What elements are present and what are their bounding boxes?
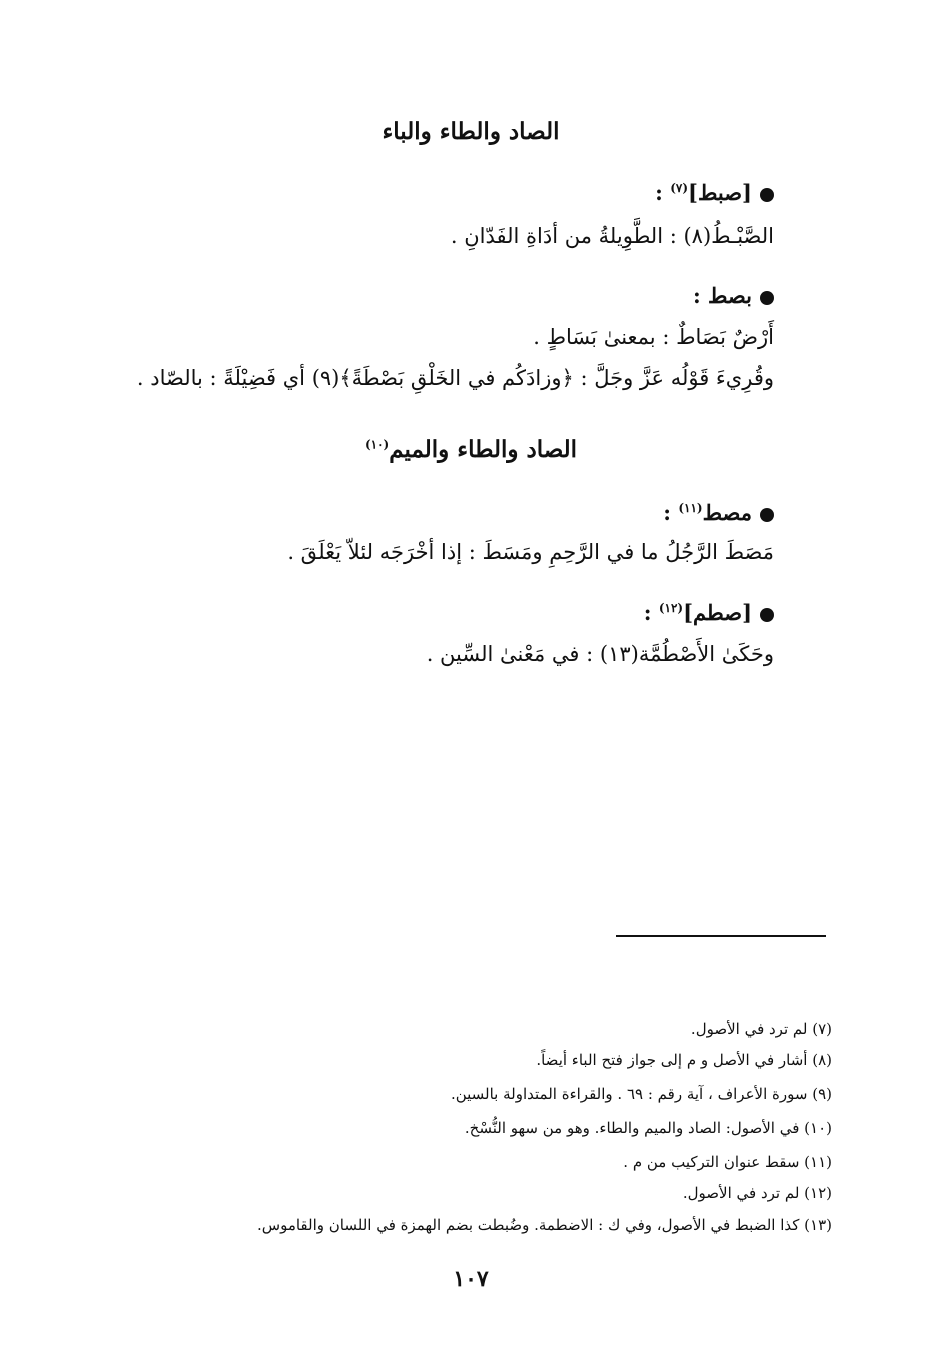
footnote: (٧) لم ترد في الأصول. [690, 1020, 832, 1038]
entry-line: وقُرِيءَ قَوْلُه عَزَّ وجَلَّ : ﴿وزادَكُم في الخَلْقِ بَصْطَةً﴾(٩) أي فَضِيْلَةً : بالصّاد . [136, 366, 774, 390]
section-title-2: الصاد والطاء والميم$^{(١٠)}$ [364, 436, 578, 463]
footnote: (١٣) كذا الضبط في الأصول، وفي ك : الاضطمة. وضُبطت بضم الهمزة في اللسان والقاموس. [257, 1216, 832, 1234]
footnote: (٩) سورة الأعراف ، آية رقم : ٦٩ . والقراءة المتداولة بالسين. [450, 1085, 832, 1103]
bullet-icon [760, 188, 774, 202]
footnote: (١٢) لم ترد في الأصول. [682, 1184, 832, 1202]
footnote: (١٠) في الأصول: الصاد والميم والطاء. وهو من سهو النُّسْخ. [464, 1119, 832, 1137]
entry-line: أَرْضٌ بَصَاطٌ : بمعنىٰ بَسَاطٍ . [533, 325, 774, 349]
section-title-1: الصاد والطاء والباء [382, 118, 560, 145]
footnote-ref: (١٠) [364, 437, 390, 452]
bullet-icon [760, 291, 774, 305]
bullet-icon [760, 508, 774, 522]
entry-line: مَصَطَ الرَّجُلُ ما في الرَّحِمِ ومَسَطَ : إذا أخْرَجَه لئلاّ يَعْلَقَ . [287, 540, 774, 564]
footnote: (٨) أشار في الأصل و م إلى جواز فتح الباء أيضاً. [536, 1051, 832, 1069]
page-number: ١٠٧ [453, 1266, 489, 1292]
entry-line: وحَكَىٰ الأَصْطُمَّة(١٣) : في مَعْنىٰ السِّين . [426, 642, 774, 666]
entry-head-sabt: [صبط]$^{(٧)}$ : [90, 180, 774, 205]
footnote-divider [616, 935, 826, 937]
entry-line: الصَّبْـطُ(٨) : الطَّوِيلةُ من أدَاةِ الفَدّانِ . [450, 224, 774, 248]
entry-head-bast [90, 283, 774, 308]
bullet-icon [760, 608, 774, 622]
entry-head-text: [صبط] [688, 180, 752, 205]
footnote: (١١) سقط عنوان التركيب من م . [623, 1153, 832, 1171]
footnote-ref: (١٢) [658, 601, 684, 615]
footnote-ref: (١١) [678, 501, 703, 515]
entry-head-text: [صطم] [683, 600, 752, 625]
footnote-ref: (٧) [670, 181, 689, 195]
entry-head-text: مصط [702, 500, 752, 525]
entry-head-mast: مصط$^{(١١)}$ : [90, 500, 774, 525]
entry-head-text: بصط : [692, 283, 752, 308]
entry-head-satm: [صطم]$^{(١٢)}$ : [90, 600, 774, 625]
